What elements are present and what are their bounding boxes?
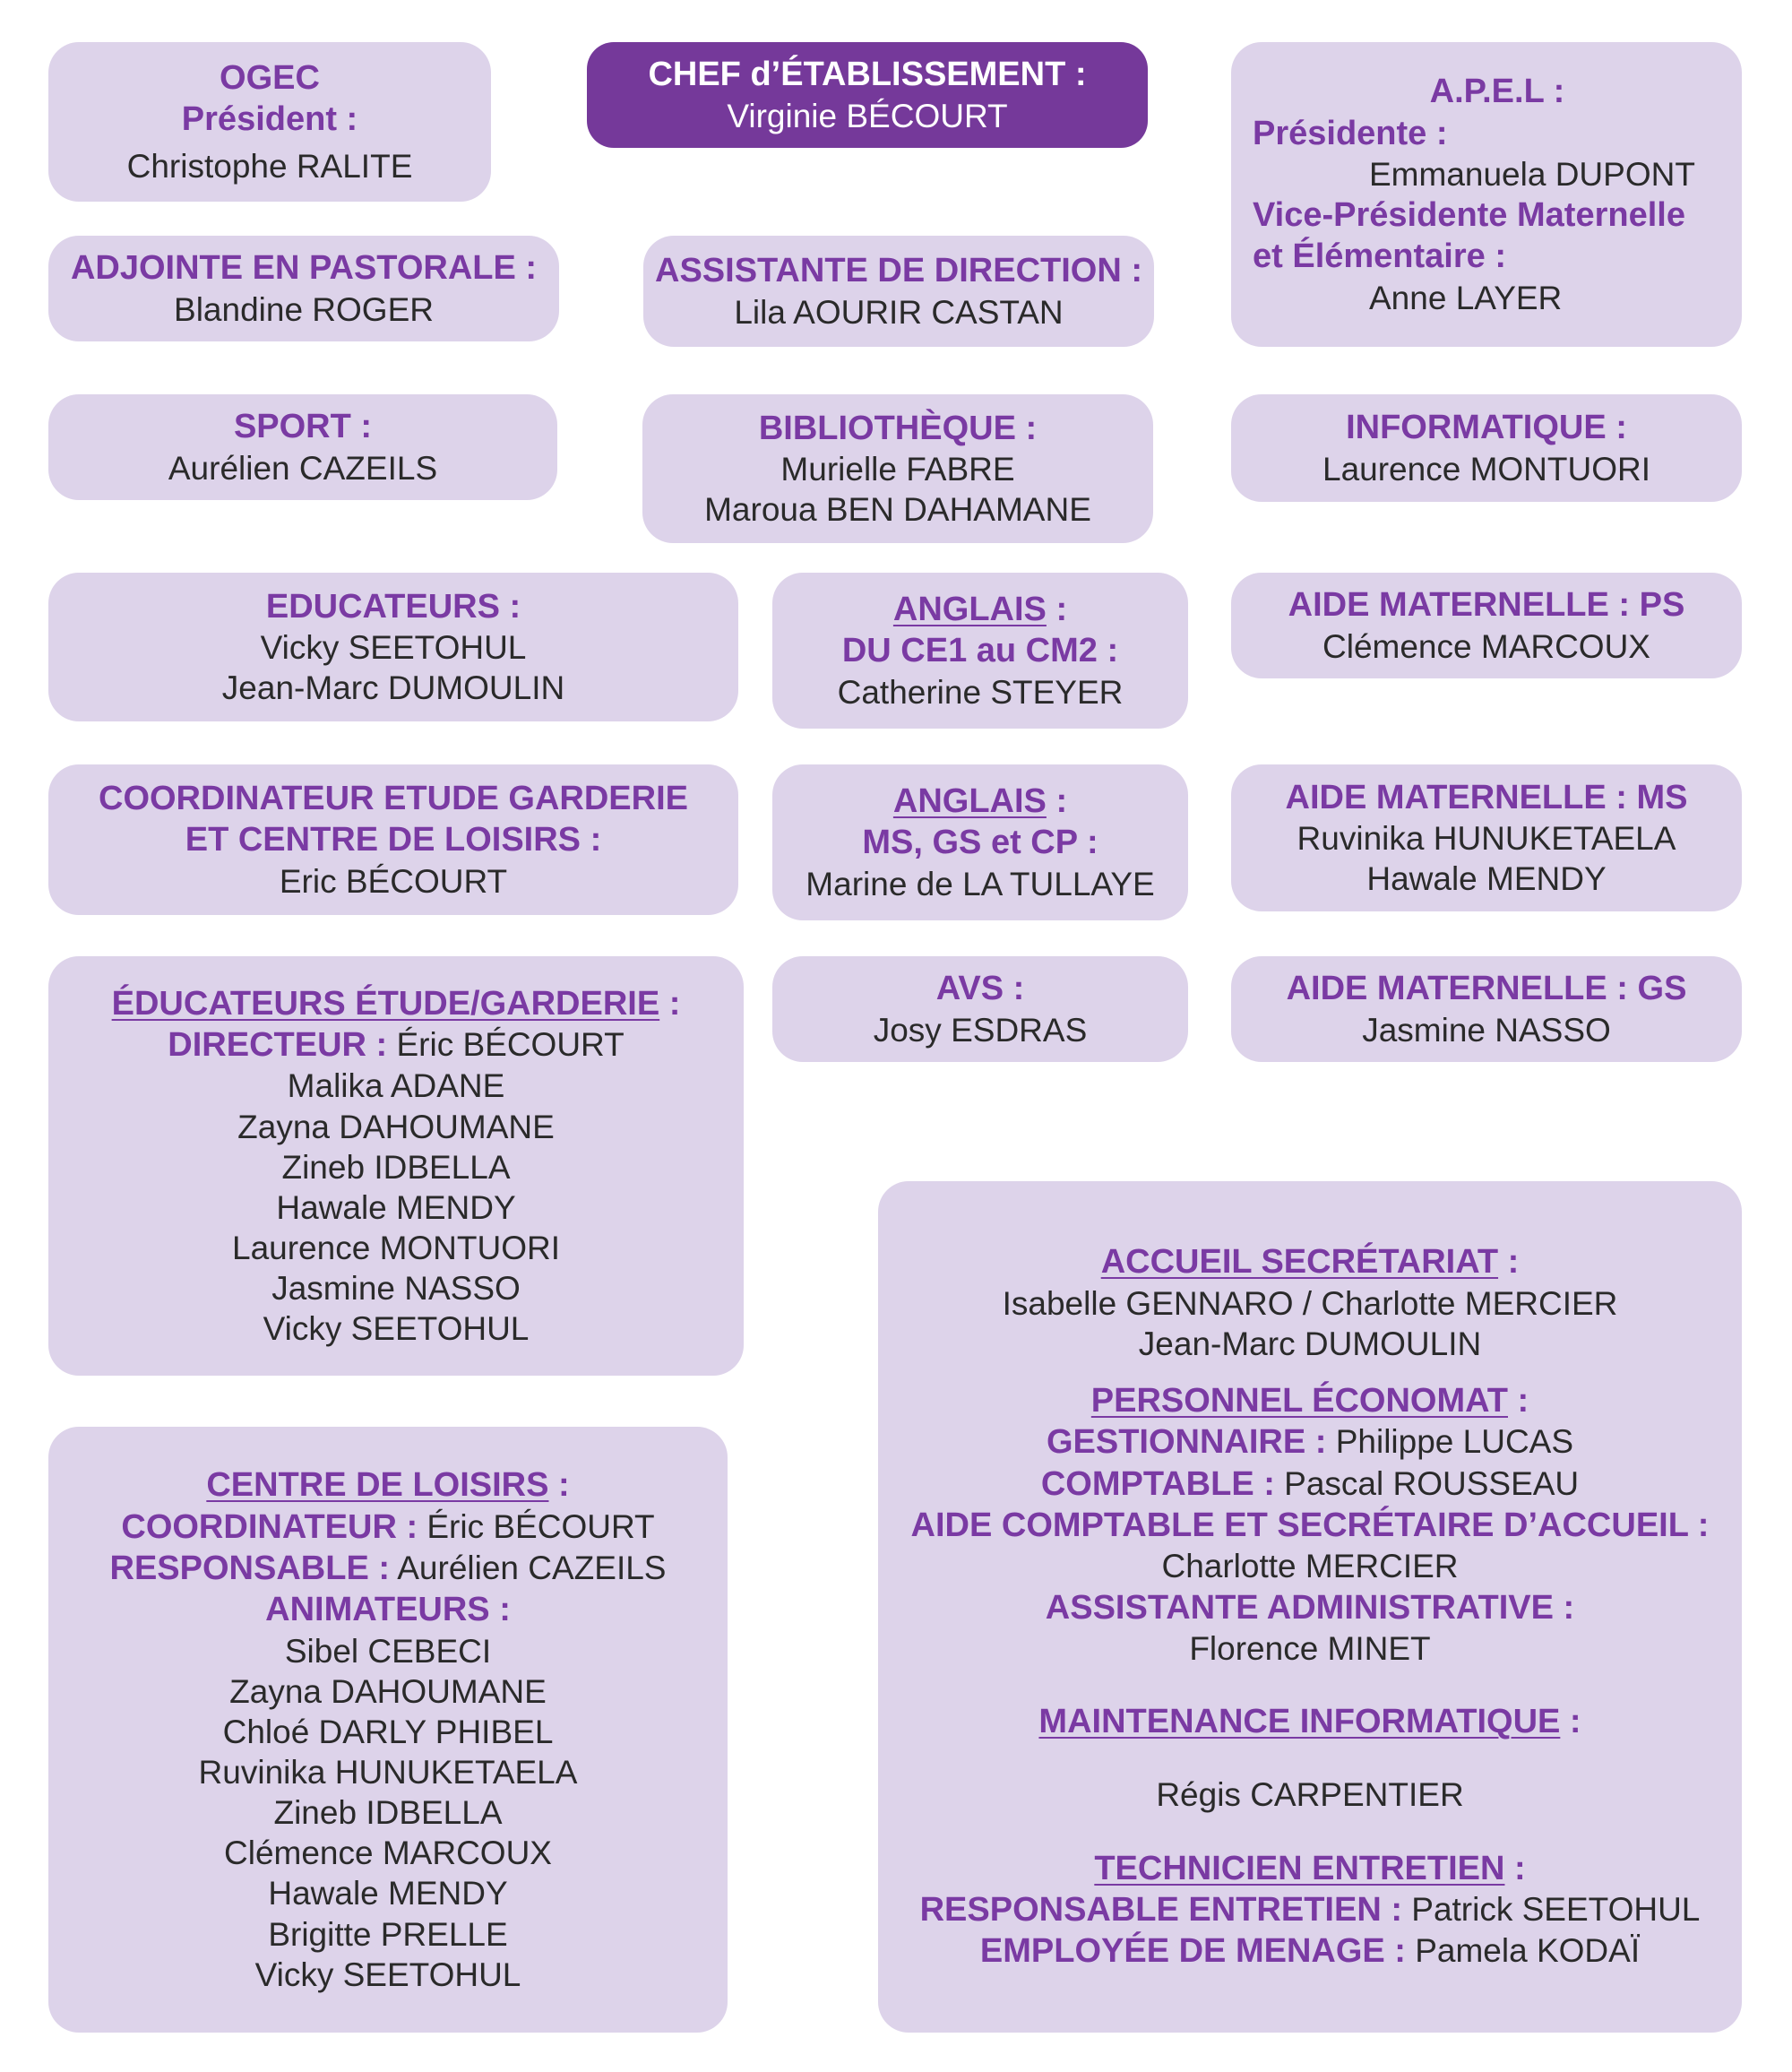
centre-anim-name-7: Hawale MENDY [268, 1875, 508, 1912]
aide-ps-title: AIDE MATERNELLE : PS [1288, 586, 1685, 625]
educateurs-title: EDUCATEURS : [265, 587, 521, 626]
aide-ms-name-2: Hawale MENDY [1366, 860, 1607, 898]
centre-anim-name-2: Zayna DAHOUMANE [229, 1672, 547, 1710]
educateurs-box [48, 573, 738, 721]
sport-name: Aurélien CAZEILS [168, 449, 438, 487]
aide-gs-title: AIDE MATERNELLE : GS [1286, 970, 1687, 1008]
centre-resp-label: RESPONSABLE : [109, 1549, 390, 1587]
centre-coord-label: COORDINATEUR : [121, 1507, 418, 1546]
administration-box [878, 1181, 1742, 2033]
aide-gs-name: Jasmine NASSO [1362, 1011, 1611, 1049]
educ-etude-directeur-label: DIRECTEUR : [168, 1026, 388, 1065]
aide-ms-title: AIDE MATERNELLE : MS [1285, 778, 1688, 816]
bibliotheque-title: BIBLIOTHÈQUE : [758, 409, 1038, 447]
centre-loisirs-box [48, 1427, 728, 2033]
aide-ps-box [1231, 573, 1742, 678]
educateurs-etude-box [48, 956, 744, 1376]
educ-etude-name-3: Zineb IDBELLA [281, 1148, 511, 1186]
resp-entretien-name: Patrick SEETOHUL [1401, 1890, 1701, 1928]
sport-box [48, 394, 557, 500]
aide-comptable-label: AIDE COMPTABLE ET SECRÉTAIRE D’ACCUEIL : [910, 1507, 1710, 1545]
centre-title: CENTRE DE LOISIRS [206, 1466, 549, 1505]
anglais-ce1-name: Catherine STEYER [837, 673, 1124, 711]
technicien-colon: : [1504, 1849, 1526, 1887]
assistante-box [643, 236, 1154, 347]
educ-etude-name-1: Malika ADANE [287, 1067, 505, 1105]
anglais-ms-title: ANGLAIS [892, 782, 1047, 821]
adjointe-name: Blandine ROGER [174, 290, 434, 328]
coordinateur-title-1: COORDINATEUR ETUDE GARDERIE [99, 780, 688, 818]
educ-etude-colon: : [659, 984, 681, 1023]
centre-anim-name-1: Sibel CEBECI [284, 1632, 492, 1670]
anglais-ms-name: Marine de LA TULLAYE [806, 865, 1155, 902]
accueil-title: ACCUEIL SECRÉTARIAT [1100, 1243, 1499, 1282]
maintenance-name: Régis CARPENTIER [1156, 1776, 1464, 1814]
apel-title: A.P.E.L : [1429, 73, 1565, 111]
educ-etude-name-6: Jasmine NASSO [271, 1270, 521, 1308]
informatique-box [1231, 394, 1742, 502]
chef-title: CHEF d’ÉTABLISSEMENT : [648, 56, 1087, 94]
bibliotheque-box [642, 394, 1153, 543]
assistante-admin-name: Florence MINET [1189, 1629, 1431, 1667]
ogec-title: OGEC [220, 59, 320, 98]
centre-anim-name-4: Ruvinika HUNUKETAELA [198, 1754, 578, 1791]
ogec-name: Christophe RALITE [126, 147, 413, 185]
bibliotheque-name-1: Murielle FABRE [780, 451, 1015, 488]
comptable-label: COMPTABLE : [1040, 1464, 1275, 1503]
assistante-admin-label: ASSISTANTE ADMINISTRATIVE : [1045, 1588, 1575, 1627]
informatique-title: INFORMATIQUE : [1346, 409, 1627, 447]
educ-etude-name-4: Hawale MENDY [276, 1188, 516, 1226]
apel-vice-name: Anne LAYER [1369, 279, 1563, 316]
maintenance-colon: : [1560, 1703, 1581, 1741]
chef-name: Virginie BÉCOURT [727, 97, 1008, 134]
adjointe-title: ADJOINTE EN PASTORALE : [70, 249, 538, 288]
accueil-name-2: Jean-Marc DUMOULIN [1138, 1325, 1482, 1362]
adjointe-box [48, 236, 559, 341]
anglais-ms-colon: : [1046, 782, 1068, 821]
educ-etude-name-7: Vicky SEETOHUL [263, 1310, 530, 1348]
assistante-title: ASSISTANTE DE DIRECTION : [655, 252, 1142, 290]
gestionnaire-label: GESTIONNAIRE : [1046, 1423, 1327, 1462]
accueil-name-1: Isabelle GENNARO / Charlotte MERCIER [1002, 1284, 1618, 1322]
centre-anim-name-9: Vicky SEETOHUL [254, 1955, 521, 1993]
anglais-ms-sub: MS, GS et CP : [862, 824, 1098, 862]
anglais-ce1-cm2-box [772, 573, 1188, 729]
anglais-ce1-colon: : [1046, 591, 1068, 629]
coordinateur-box [48, 764, 738, 915]
chef-box [587, 42, 1148, 148]
educateurs-name-2: Jean-Marc DUMOULIN [221, 669, 565, 707]
centre-coord-name: Éric BÉCOURT [418, 1507, 655, 1545]
resp-entretien-label: RESPONSABLE ENTRETIEN : [919, 1890, 1402, 1929]
comptable-name: Pascal ROUSSEAU [1274, 1464, 1580, 1502]
coordinateur-name: Eric BÉCOURT [279, 862, 508, 900]
apel-presidente-label: Présidente : [1253, 114, 1448, 152]
ogec-role: Président : [181, 100, 358, 139]
educ-etude-name-5: Laurence MONTUORI [232, 1229, 560, 1266]
menage-name: Pamela KODAÏ [1405, 1932, 1641, 1970]
aide-ms-name-1: Ruvinika HUNUKETAELA [1297, 820, 1676, 858]
centre-anim-name-6: Clémence MARCOUX [224, 1835, 552, 1872]
avs-name: Josy ESDRAS [873, 1011, 1088, 1049]
informatique-name: Laurence MONTUORI [1322, 450, 1650, 488]
centre-anim-name-3: Chloé DARLY PHIBEL [222, 1713, 554, 1750]
apel-vice-label-2: et Élémentaire : [1253, 237, 1506, 276]
avs-title: AVS : [935, 970, 1025, 1008]
economat-title: PERSONNEL ÉCONOMAT [1090, 1382, 1508, 1420]
assistante-name: Lila AOURIR CASTAN [734, 293, 1064, 331]
accueil-colon: : [1498, 1243, 1520, 1282]
apel-box [1231, 42, 1742, 347]
gestionnaire-name: Philippe LUCAS [1326, 1423, 1574, 1461]
anglais-ce1-title: ANGLAIS [892, 591, 1047, 629]
menage-label: EMPLOYÉE DE MENAGE : [979, 1932, 1406, 1971]
ogec-box [48, 42, 491, 202]
centre-anim-name-8: Brigitte PRELLE [268, 1915, 508, 1953]
apel-vice-label-1: Vice-Présidente Maternelle [1253, 196, 1685, 234]
educ-etude-name-2: Zayna DAHOUMANE [237, 1108, 555, 1145]
centre-anim-label: ANIMATEURS : [265, 1591, 511, 1629]
aide-gs-box [1231, 956, 1742, 1062]
centre-resp-name: Aurélien CAZEILS [390, 1549, 667, 1586]
educ-etude-directeur-name: Éric BÉCOURT [387, 1026, 625, 1064]
apel-presidente-name: Emmanuela DUPONT [1369, 155, 1695, 193]
maintenance-title: MAINTENANCE INFORMATIQUE [1038, 1703, 1561, 1741]
educ-etude-title: ÉDUCATEURS ÉTUDE/GARDERIE [111, 984, 660, 1023]
aide-comptable-name: Charlotte MERCIER [1161, 1548, 1459, 1585]
coordinateur-title-2: ET CENTRE DE LOISIRS : [185, 821, 602, 859]
centre-colon: : [548, 1466, 570, 1505]
aide-ms-box [1231, 764, 1742, 911]
aide-ps-name: Clémence MARCOUX [1322, 627, 1650, 665]
bibliotheque-name-2: Maroua BEN DAHAMANE [704, 491, 1091, 529]
anglais-ms-cp-box [772, 764, 1188, 920]
centre-anim-name-5: Zineb IDBELLA [273, 1794, 503, 1832]
avs-box [772, 956, 1188, 1062]
economat-colon: : [1507, 1382, 1529, 1420]
technicien-title: TECHNICIEN ENTRETIEN [1094, 1849, 1505, 1887]
educateurs-name-1: Vicky SEETOHUL [260, 629, 527, 667]
sport-title: SPORT : [233, 408, 373, 446]
anglais-ce1-sub: DU CE1 au CM2 : [841, 632, 1119, 670]
